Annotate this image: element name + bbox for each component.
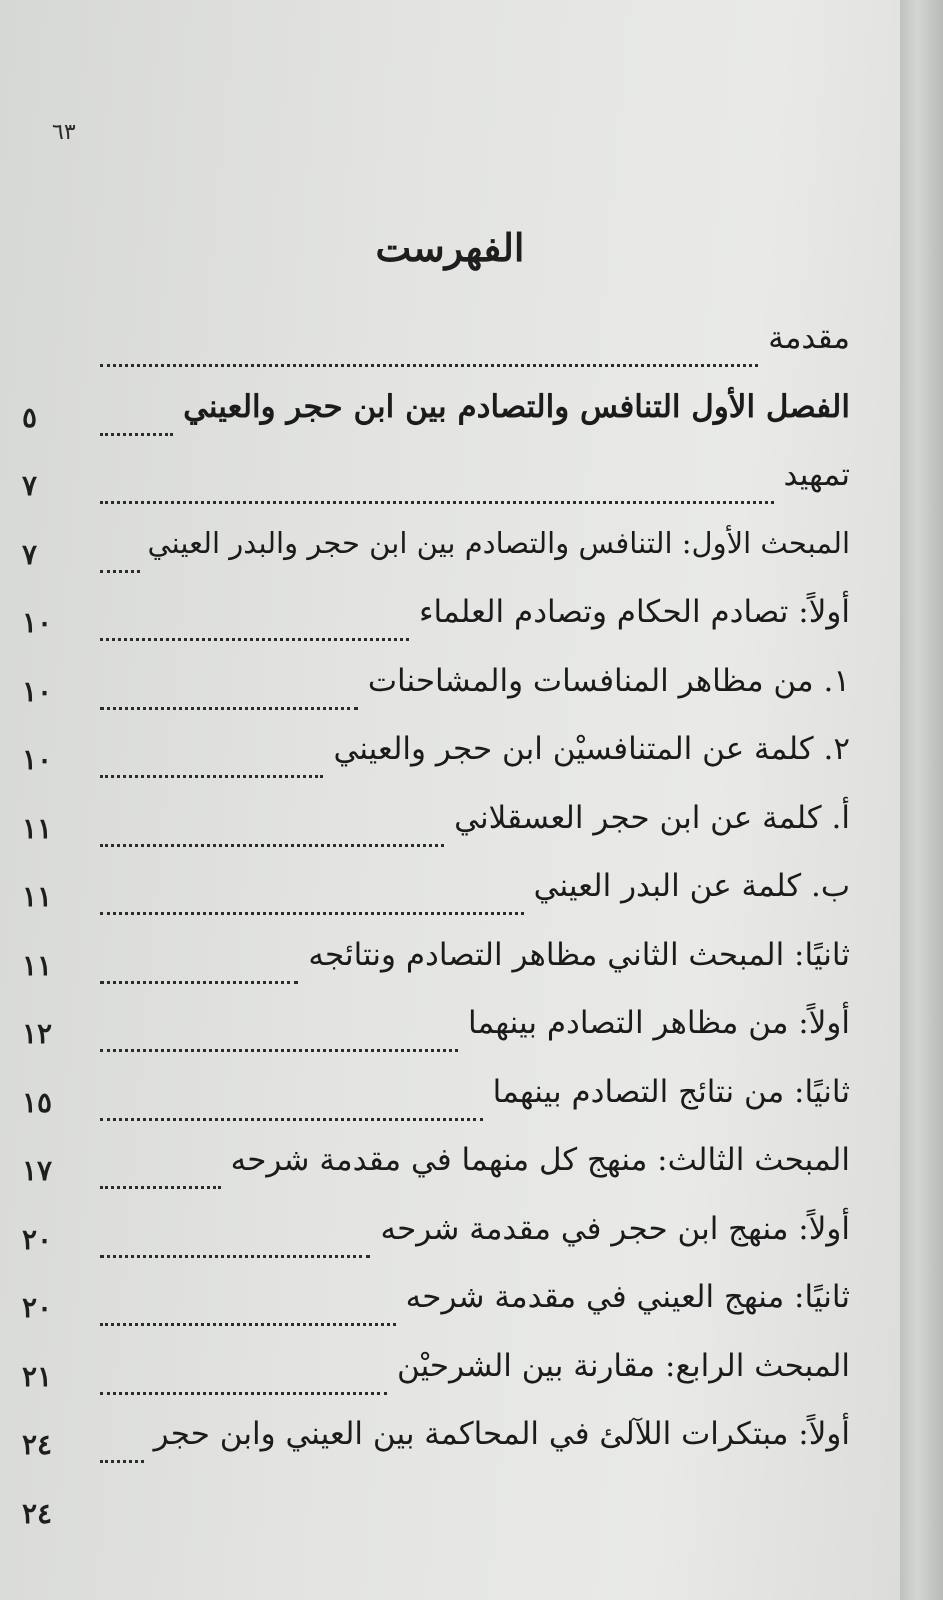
toc-entry	[0, 320, 900, 380]
toc-leader-dots	[100, 1118, 483, 1121]
toc-entry-title: المبحث الرابع: مقارنة بين الشرحيْن	[396, 1347, 850, 1384]
toc-entry-page: ٢١	[22, 1359, 53, 1393]
toc-entry-title: تمهيد	[783, 457, 850, 493]
toc-trailing-row	[0, 1485, 900, 1545]
toc-entry-page: ١٠	[22, 743, 53, 776]
toc-entry-title: المبحث الثالث: منهج كل منهما في مقدمة شرحه	[230, 1142, 850, 1178]
toc-entry-page: ١١	[22, 948, 53, 982]
toc-entry-title: أولاً: منهج ابن حجر في مقدمة شرحه	[380, 1210, 850, 1247]
toc-entry	[0, 800, 900, 860]
toc-entry	[0, 1348, 900, 1408]
toc-entry	[0, 868, 900, 928]
toc-leader-dots	[100, 707, 358, 710]
toc-entry-title: ١. من مظاهر المنافسات والمشاحنات	[367, 662, 850, 699]
toc-leader-dots	[100, 1049, 458, 1052]
toc-entry-page: ٢٠	[22, 1222, 53, 1256]
toc-entry	[0, 389, 900, 449]
toc-entry-title: مقدمة	[768, 320, 850, 356]
toc-leader-dots	[100, 1392, 387, 1395]
toc-leader-dots	[100, 844, 444, 847]
toc-leader-dots	[100, 912, 524, 915]
toc-leader-dots	[100, 1255, 370, 1258]
toc-entry	[0, 1416, 900, 1476]
toc-entry-page: ١٢	[22, 1017, 53, 1050]
toc-entry-title: الفصل الأول التنافس والتصادم بين ابن حجر والعيني	[183, 388, 850, 425]
toc-entry-page: ٢٠	[22, 1291, 53, 1324]
toc-entry-page: ٧	[22, 469, 38, 502]
next-page-edge	[900, 0, 943, 1600]
toc-entry-title: ب. كلمة عن البدر العيني	[533, 868, 850, 904]
toc-entry	[0, 731, 900, 791]
toc-entry	[0, 937, 900, 997]
toc-entry	[0, 1005, 900, 1065]
toc-entry-page: ١٧	[22, 1154, 53, 1187]
toc-entry	[0, 1279, 900, 1339]
toc-entry-page: ١٥	[22, 1085, 53, 1119]
toc-leader-dots	[100, 775, 323, 778]
toc-entry-title: أولاً: مبتكرات اللآلئ في المحاكمة بين العيني وابن حجر	[153, 1416, 850, 1452]
toc-entry-title: ثانيًا: المبحث الثاني مظاهر التصادم ونتائجه	[308, 936, 850, 973]
toc-entry-page: ١١	[22, 811, 53, 845]
toc-entry-title: ثانيًا: منهج العيني في مقدمة شرحه	[405, 1279, 850, 1315]
toc-leader-dots	[100, 570, 140, 573]
toc-entry-title: ٢. كلمة عن المتنافسيْن ابن حجر والعيني	[333, 731, 850, 767]
toc-trailing-page: ٢٤	[22, 1496, 53, 1530]
toc-leader-dots	[100, 501, 774, 504]
page-number: ٦٣	[52, 120, 76, 145]
toc-entry-page: ١١	[22, 880, 53, 913]
toc-leader-dots	[100, 1323, 396, 1326]
toc-entry	[0, 1142, 900, 1202]
toc-leader-dots	[100, 638, 409, 641]
toc-entry	[0, 1074, 900, 1134]
toc-leader-dots	[100, 364, 758, 367]
toc-entry	[0, 457, 900, 517]
toc-entry-page: ١٠	[22, 606, 53, 639]
toc-entry-title: المبحث الأول: التنافس والتصادم بين ابن حجر والبدر العيني	[147, 525, 850, 560]
toc-entry-page: ٧	[22, 537, 38, 571]
toc-entry-page: ١٠	[22, 674, 53, 708]
toc-entry-title: أ. كلمة عن ابن حجر العسقلاني	[454, 799, 850, 836]
toc-leader-dots	[100, 1186, 221, 1189]
toc-entry-page: ٥	[22, 400, 38, 434]
toc-entry-title: أولاً: من مظاهر التصادم بينهما	[468, 1005, 850, 1041]
toc-entry	[0, 526, 900, 586]
toc-entry	[0, 594, 900, 654]
toc-entry-page: ٢٤	[22, 1428, 53, 1461]
toc-leader-dots	[100, 1460, 144, 1463]
page-title: الفهرست	[375, 225, 525, 270]
toc-entry-title: ثانيًا: من نتائج التصادم بينهما	[492, 1073, 850, 1110]
toc-leader-dots	[100, 433, 173, 436]
toc-entry	[0, 1211, 900, 1271]
toc-entry	[0, 663, 900, 723]
toc-entry-title: أولاً: تصادم الحكام وتصادم العلماء	[418, 594, 850, 630]
toc-leader-dots	[100, 981, 298, 984]
